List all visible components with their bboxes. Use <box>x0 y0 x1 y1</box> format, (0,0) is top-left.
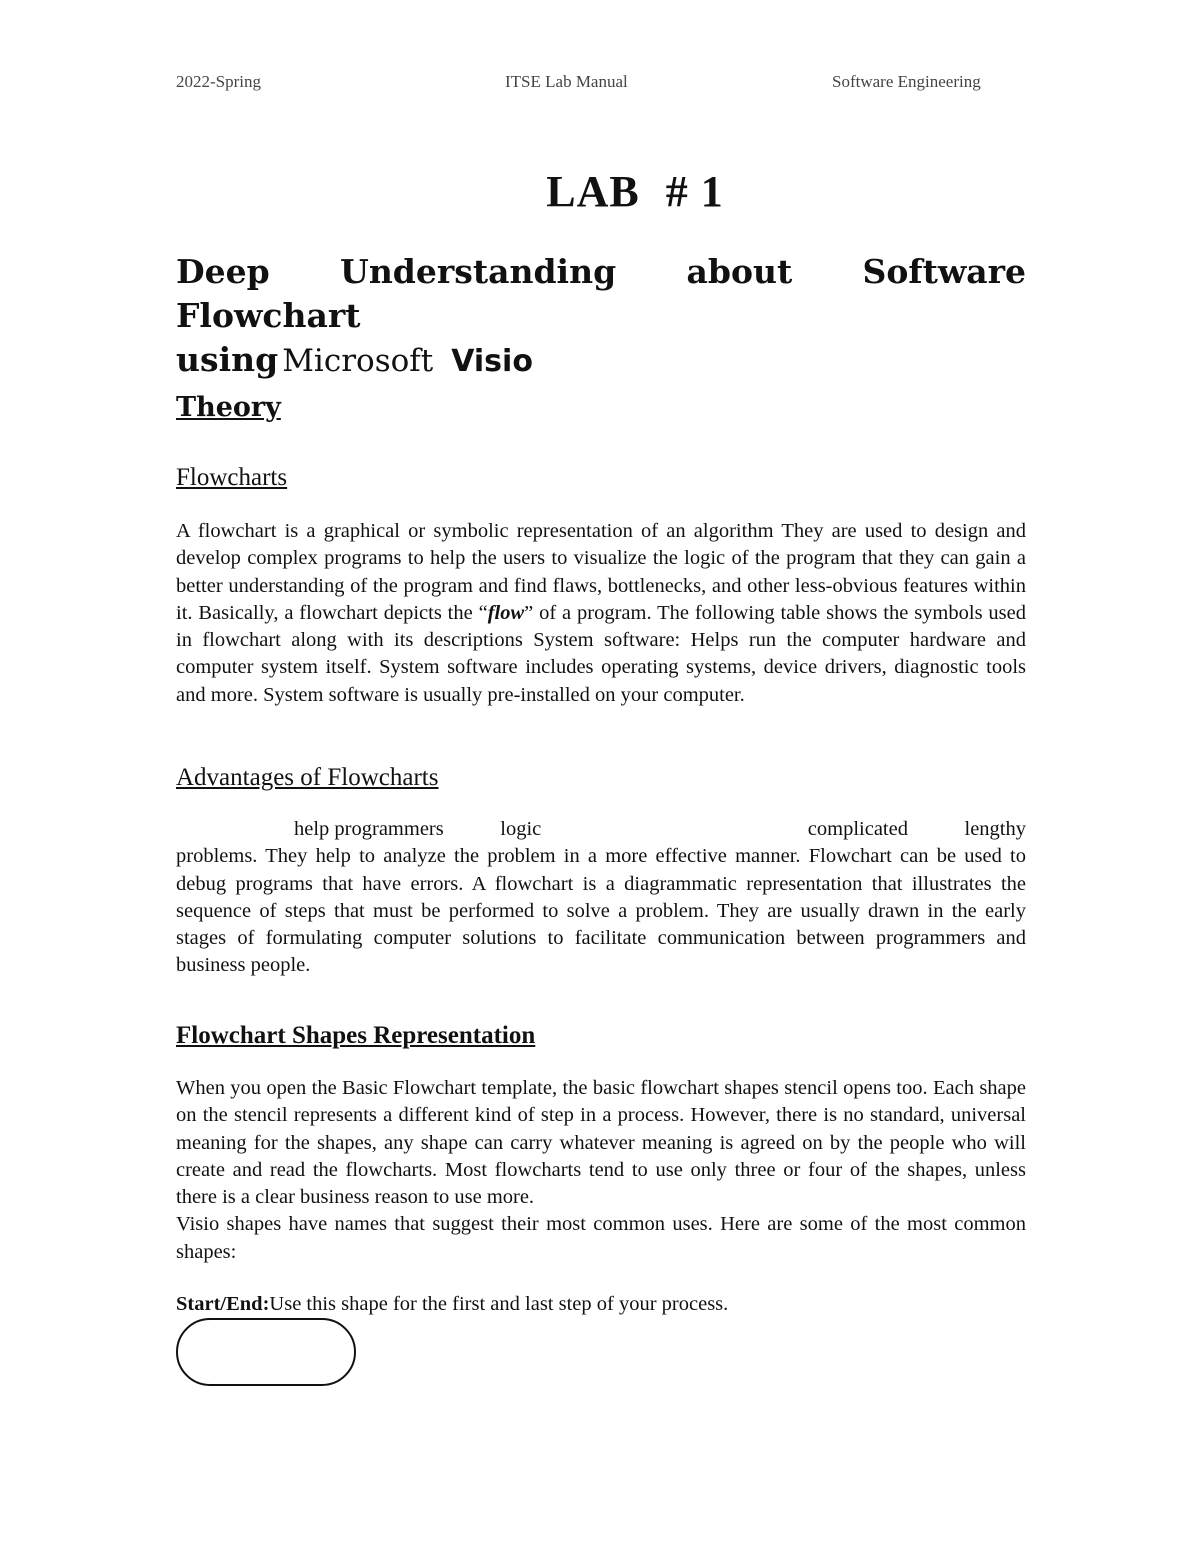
flowcharts-paragraph <box>176 518 1026 709</box>
flowcharts-text-after: ” of a program. The following table shows the symbols used in flowchart along with its descriptions System software: Helps run the computer hardware and computer system itself. System software includes operating systems, device drivers, diagnostic tools and more. System software is usually pre-installed on your computer. <box>176 601 1026 706</box>
flowcharts-text-before: A flowchart is a graphical or symbolic representation of an algorithm They are used to design and develop complex programs to help the users to visualize the logic of the program that they can gain a better understanding of the program and find flaws, bottlenecks, and other less-obvious features within it. Basically, a flowchart depicts the “ <box>176 520 1026 624</box>
flowcharts-heading: Flowcharts <box>176 464 288 491</box>
page-header <box>0 72 1200 96</box>
adv-word: complicated <box>807 818 908 840</box>
header-manual-title: ITSE Lab Manual <box>505 72 628 91</box>
lab-title <box>0 166 1200 217</box>
adv-word: logic <box>500 818 542 840</box>
adv-word: help programmers <box>294 818 444 840</box>
document-title <box>176 250 1026 384</box>
advantages-heading: Advantages of Flowcharts <box>176 764 439 791</box>
document-title-line2 <box>176 338 1026 384</box>
title-using: using <box>176 340 279 379</box>
lab-word: LAB <box>546 167 640 216</box>
shapes-paragraph <box>176 1075 1026 1266</box>
start-end-description <box>176 1291 1026 1318</box>
flow-emphasis: flow <box>487 601 525 624</box>
lab-number: # 1 <box>665 167 724 216</box>
theory-heading: Theory <box>176 392 281 423</box>
start-end-text: Use this shape for the first and last step of your process. <box>269 1293 729 1315</box>
start-end-terminator-shape <box>176 1318 356 1386</box>
document-title-line1: Deep Understanding about Software Flowchart <box>176 252 1026 335</box>
shapes-heading: Flowchart Shapes Representation <box>176 1022 536 1049</box>
advantages-first-line <box>176 816 1026 843</box>
start-end-label: Start/End: <box>176 1293 270 1315</box>
header-course: Software Engineering <box>832 72 981 91</box>
advantages-rest: problems. They help to analyze the problem in a more effective manner. Flowchart can be used to debug programs that have errors. A flowchart is a diagrammatic representation that illustrates the sequence of steps that must be performed to solve a problem. They are usually drawn in the early stages of formulating computer solutions to facilitate communication between programmers and business people. <box>176 845 1026 977</box>
shapes-paragraph-main: When you open the Basic Flowchart template, the basic flowchart shapes stencil opens too. Each shape on the stencil represents a different kind of step in a process. However, there is no standard, universal meaning for the shapes, any shape can carry whatever meaning is agreed on by the people who will create and read the flowcharts. Most flowcharts tend to use only three or four of the shapes, unless there is a clear business reason to use more. <box>176 1077 1026 1209</box>
title-microsoft: Microsoft <box>282 343 434 379</box>
header-semester: 2022-Spring <box>176 72 261 91</box>
advantages-paragraph <box>176 816 1026 980</box>
title-visio: Visio <box>451 344 533 379</box>
adv-word: lengthy <box>964 818 1026 840</box>
shapes-paragraph-secondary: Visio shapes have names that suggest their most common uses. Here are some of the most common shapes: <box>176 1213 1026 1263</box>
